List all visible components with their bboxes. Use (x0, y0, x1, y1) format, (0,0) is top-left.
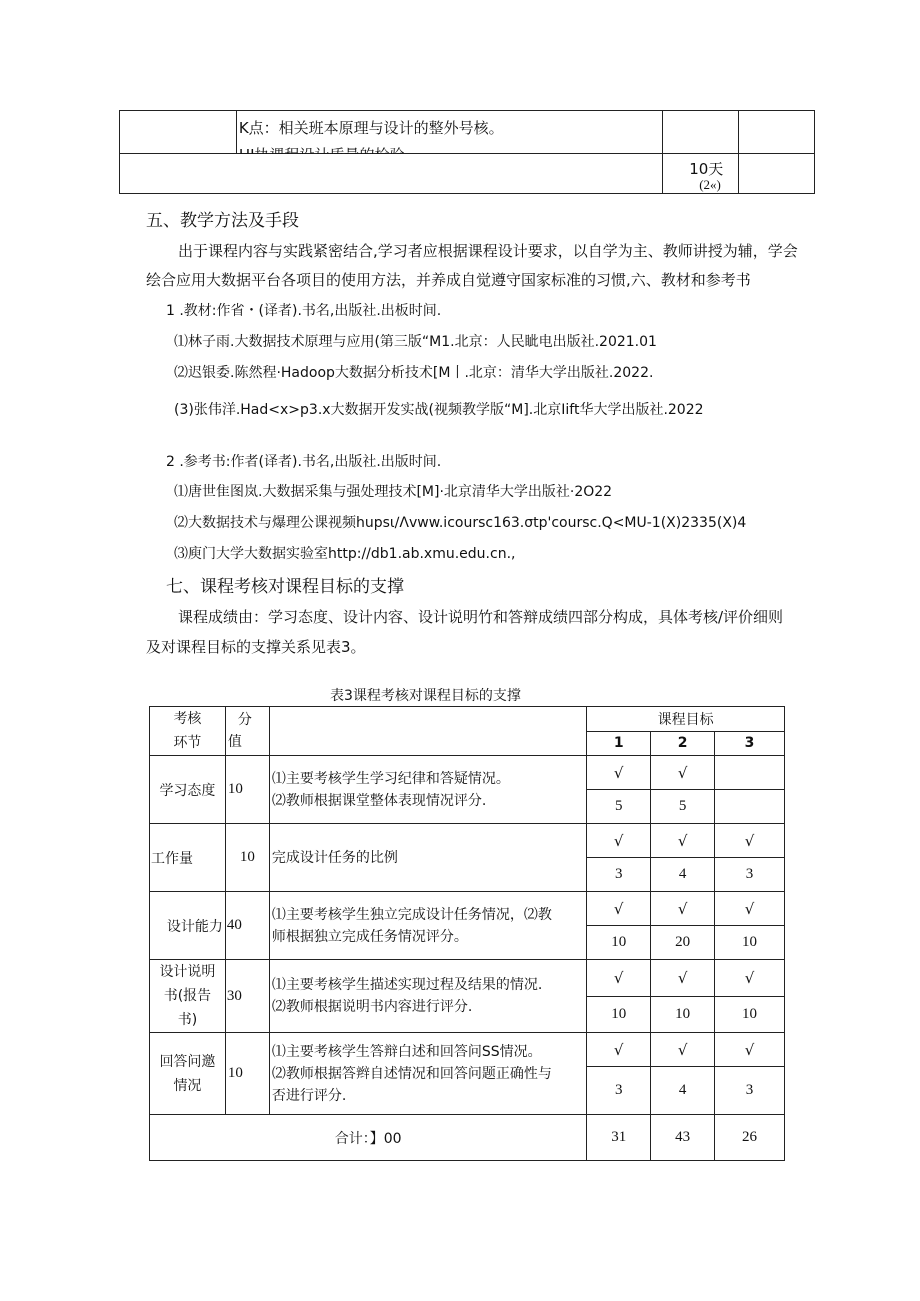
row-design-desc (269, 892, 586, 960)
row-attitude-points-2: 5 (651, 790, 715, 824)
row-design-score: 40 (225, 892, 269, 960)
section7-para-line1: 课程成绩由：学习态度、设计内容、设计说明竹和答辩成绩四部分构成，具体考核/评价细则 (178, 608, 784, 626)
header-stage-line1: 考核 (173, 711, 202, 727)
top-table-blank-a (663, 111, 739, 154)
row-attitude-desc-2: ⑵教师根据课堂整体表现情况评分. (271, 792, 487, 809)
row-answer-desc (269, 1033, 586, 1115)
textbook-item-1: ⑴林子雨.大数据技术原理与应用(第三版“M1.北京：人民眦电出版社.2021.01 (174, 334, 657, 350)
row-design-name: 设计能力 (150, 892, 226, 960)
row-design-desc-2: 师根据独立完成任务情况评分。 (271, 928, 468, 945)
row-attitude-check-3 (715, 756, 785, 790)
section7-heading: 七、课程考核对课程目标的支撑 (166, 577, 404, 597)
row-workload-name: 工作量 (150, 824, 226, 892)
row-answer-points-2: 4 (651, 1067, 715, 1115)
header-goal-3: 3 (715, 731, 785, 756)
row-design-check-3: √ (715, 892, 785, 926)
references-label: 2 .参考书:作者(译者).书名,出版社.出版时间. (166, 454, 442, 470)
row-workload-points-1: 3 (587, 858, 651, 892)
row-answer-score: 10 (225, 1033, 269, 1115)
top-table-row1-text: K点：相关班本原理与设计的整外号核。 (238, 119, 504, 137)
row-attitude-name: 学习态度 (150, 756, 226, 824)
reference-item-1: ⑴唐世隹图岚.大数据采集与强处理技术[M]·北京清华大学出版社·2O22 (174, 484, 613, 500)
header-score-line2: 值 (227, 734, 242, 750)
top-table-days-cell (663, 154, 739, 194)
top-table-blank-b (739, 111, 815, 154)
row-workload-points-2: 4 (651, 858, 715, 892)
header-goal-1: 1 (587, 731, 651, 756)
header-goal-2: 2 (651, 731, 715, 756)
row-report-points-1: 10 (587, 996, 651, 1033)
row-workload-check-3: √ (715, 824, 785, 858)
row-answer-check-3: √ (715, 1033, 785, 1067)
row-report-name: 设计说明书(报告书) (150, 960, 226, 1033)
header-stage (150, 707, 226, 756)
row-workload-desc-1: 完成设计任务的比例 (271, 849, 398, 866)
total-goal-3: 26 (715, 1115, 785, 1161)
total-goal-1: 31 (587, 1115, 651, 1161)
row-design-desc-1: ⑴主要考核学生独立完成设计任务情况，⑵教 (271, 906, 552, 923)
section5-para-line2: 绘合应用大数据平台各项目的使用方法，并养成自觉遵守国家标准的习惯,六、教材和参考书 (146, 271, 751, 289)
row-report-points-3: 10 (715, 996, 785, 1033)
textbooks-label: 1 .教材:作省・(译者).书名,出版社.出板时间. (166, 303, 442, 319)
row-attitude-points-3 (715, 790, 785, 824)
total-goal-2: 43 (651, 1115, 715, 1161)
row-attitude-check-1: √ (587, 756, 651, 790)
textbook-item-3: (3)张伟洋.Had<x>p3.x大数据开发实战(视频教学版“M].北京Iift华大学出版社.2022 (174, 402, 704, 418)
row-workload-score: 10 (225, 824, 269, 892)
row-design-points-1: 10 (587, 926, 651, 960)
top-table (119, 110, 815, 194)
top-table-days: 10天 (689, 160, 724, 178)
row-report-check-3: √ (715, 960, 785, 997)
row-attitude-points-1: 5 (587, 790, 651, 824)
row-workload-desc (269, 824, 586, 892)
header-stage-line2: 环节 (173, 735, 202, 751)
row-answer-desc-2: ⑵教师根据答辫自述情况和回答问题正确性与 (271, 1065, 552, 1082)
assessment-table (149, 706, 785, 1161)
row-report-desc-1: ⑴主要考核学生描述实现过程及结果的情况. (271, 977, 543, 993)
row-answer-check-2: √ (651, 1033, 715, 1067)
header-desc (269, 707, 586, 756)
row-workload-check-2: √ (651, 824, 715, 858)
row-attitude-check-2: √ (651, 756, 715, 790)
row-workload-check-1: √ (587, 824, 651, 858)
row-answer-name: 回答问邀情况 (150, 1033, 226, 1115)
section5-para-line1: 出于课程内容与实践紧密结合,学习者应根据课程设计要求，以自学为主、教师讲授为辅，学会 (178, 242, 798, 260)
top-table-row2-merged (120, 154, 663, 194)
section7-para-line2: 及对课程目标的支撑关系见表3。 (146, 638, 366, 656)
row-attitude-score: 10 (225, 756, 269, 824)
total-label: 合计：】00 (150, 1115, 587, 1161)
row-design-points-3: 10 (715, 926, 785, 960)
row-answer-points-1: 3 (587, 1067, 651, 1115)
row-answer-points-3: 3 (715, 1067, 785, 1115)
row-report-desc-2: ⑵教师根据说明书内容进行评分. (271, 999, 473, 1015)
section5-heading: 五、教学方法及手段 (146, 211, 299, 231)
reference-item-3: ⑶庾门大学大数据实验室http://db1.ab.xmu.edu.cn., (174, 546, 516, 562)
reference-item-2: ⑵大数据技术与爆理公课视频hupsι∕Λvww.icoursc163.σtp'coursc.Q<MU-1(X)2335(X)4 (174, 515, 747, 531)
row-answer-desc-3: 否进行评分. (271, 1087, 347, 1104)
row-report-points-2: 10 (651, 996, 715, 1033)
row-report-desc (269, 960, 586, 1033)
row-report-check-2: √ (651, 960, 715, 997)
row-answer-desc-1: ⑴主要考核学生答辩白述和回答问SS情况。 (271, 1043, 542, 1060)
row-design-check-2: √ (651, 892, 715, 926)
top-table-empty-cell (120, 111, 237, 154)
table-caption: 表3课程考核对课程目标的支撑 (330, 688, 521, 704)
top-table-content-cell (236, 111, 662, 154)
row-report-score: 30 (225, 960, 269, 1033)
row-report-check-1: √ (587, 960, 651, 997)
row-design-check-1: √ (587, 892, 651, 926)
header-score (225, 707, 269, 756)
row-workload-points-3: 3 (715, 858, 785, 892)
row-attitude-desc-1: ⑴主要考核学生学习纪律和答疑情况。 (271, 770, 510, 787)
row-design-points-2: 20 (651, 926, 715, 960)
row-attitude-desc (269, 756, 586, 824)
header-score-line1: 分 (237, 712, 252, 728)
top-table-blank-c (739, 154, 815, 194)
top-table-days-sub: (2«) (699, 177, 721, 192)
textbook-item-2: ⑵迟银委.陈然程·Hadoop大数据分析技术[M丨.北京：清华大学出版社.2022. (174, 365, 654, 381)
header-goals-title: 课程目标 (587, 707, 785, 732)
row-answer-check-1: √ (587, 1033, 651, 1067)
